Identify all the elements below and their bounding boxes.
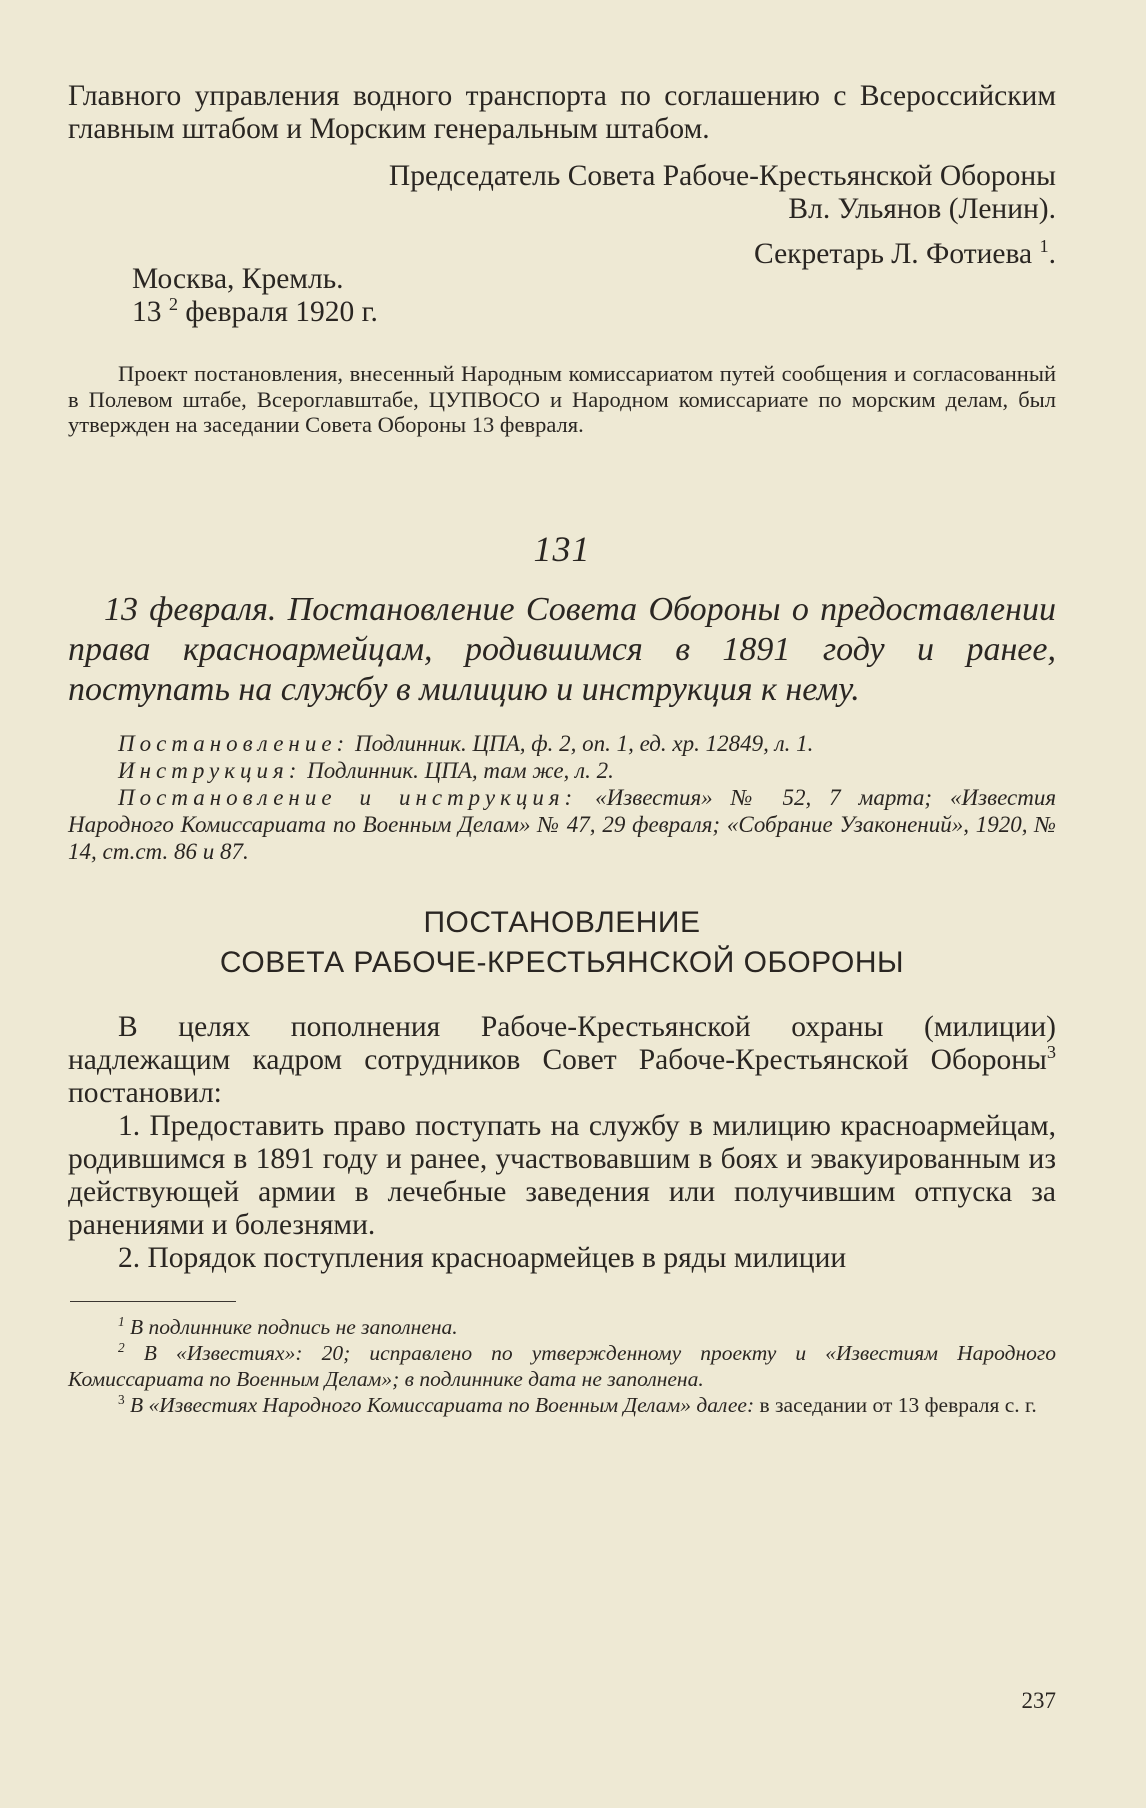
footnote-mark: 2 [118, 1339, 125, 1355]
decree-heading-line1: ПОСТАНОВЛЕНИЕ [423, 905, 701, 939]
date-month-year: февраля 1920 г. [185, 296, 378, 328]
decree-point-2: 2. Порядок поступления красноармейцев в ряды милиции [118, 1241, 847, 1274]
sources-list [68, 730, 1056, 865]
footnote-mark: 3 [118, 1391, 125, 1407]
editorial-note: Проект постановления, внесенный Народным комиссариатом путей сообщения и согласованный в Полевом штабе, Всероглавштабе, ЦУПВОСО и Народном комиссариате по морским делам, был утвержден на заседании Совета Обороны 13 февраля. [68, 361, 1056, 437]
source-text: Подлинник. ЦПА, ф. 2, оп. 1, ед. хр. 12849, л. 1. [354, 730, 814, 756]
footnote-text: В подлиннике подпись не заполнена. [130, 1314, 458, 1339]
footnote-divider [70, 1301, 236, 1302]
source-label: Постановление и инструкция: [118, 784, 578, 810]
source-item [68, 730, 1056, 757]
source-item [68, 784, 1056, 865]
decree-heading [68, 903, 1056, 983]
source-text: Подлинник. ЦПА, там же, л. 2. [307, 757, 614, 783]
chair-name: Вл. Ульянов (Ленин). [788, 193, 1056, 225]
secretary-tail: . [1048, 238, 1056, 270]
preamble-text: В целях пополнения Рабоче-Крестьянской охраны (милиции) надлежащим кадром сотрудников Совет Рабоче-Крестьянской Обороны [68, 1010, 1056, 1076]
footnote-text: В «Известиях Народного Комиссариата по Военным Делам» далее: [130, 1392, 755, 1417]
source-text: «Известия» № 52, 7 марта; «Известия Народного Комиссариата по Военным Делам» № 47, 29 февраля; «Собрание Узаконений», 1920, № 14, ст.ст. 86 и 87. [68, 784, 1057, 864]
footnotes [68, 1314, 1056, 1418]
intro-paragraph: Главного управления водного транспорта по соглашению с Всероссийским главным штабом и Морским генеральным штабом. [68, 80, 1056, 145]
footnote-text: В «Известиях»: 20; исправлено по утвержденному проекту и «Известиям Народного Комиссариата по Военным Делам»; в подлиннике дата не заполнена. [68, 1340, 1057, 1391]
footnote-ref-3: 3 [1046, 1041, 1056, 1062]
footnote-text-tail: в заседании от 13 февраля с. г. [759, 1392, 1037, 1417]
footnote-2 [68, 1340, 1056, 1392]
place-city: Москва, Кремль. [132, 263, 344, 295]
document-title: 13 февраля. Постановление Совета Обороны о предоставлении права красноармейцам, родившимся в 1891 году и ранее, поступать на службу в милицию и инструкция к нему. [68, 590, 1056, 708]
decree-heading-line2: СОВЕТА РАБОЧЕ-КРЕСТЬЯНСКОЙ ОБОРОНЫ [219, 945, 905, 979]
document-number: 131 [533, 528, 591, 569]
footnote-ref-1: 1 [1039, 236, 1049, 257]
page-number: 237 [1021, 1688, 1056, 1713]
preamble [68, 1011, 1056, 1110]
secretary-name: Секретарь Л. Фотиева [754, 238, 1033, 270]
place-date [132, 296, 1056, 329]
footnote-1 [68, 1314, 1056, 1340]
page [68, 80, 1056, 1418]
footnote-mark: 1 [118, 1313, 125, 1329]
source-item [68, 757, 1056, 784]
decree-point-1: 1. Предоставить право поступать на службу в милицию красноармейцам, родившимся в 1891 году и ранее, участвовавшим в боях и эвакуированным из действующей армии в лечебные заведения или получившим отпуска за ранениями и болезнями. [68, 1109, 1056, 1241]
date-day: 13 [132, 296, 162, 328]
chair-title: Председатель Совета Рабоче-Крестьянской Обороны [388, 160, 1056, 192]
decree-body [68, 1011, 1056, 1275]
footnote-ref-2: 2 [168, 294, 179, 315]
source-label: Постановление: [118, 730, 350, 756]
source-label: Инструкция: [118, 757, 302, 783]
preamble-end: постановил: [68, 1076, 222, 1109]
footnote-3 [68, 1392, 1056, 1418]
